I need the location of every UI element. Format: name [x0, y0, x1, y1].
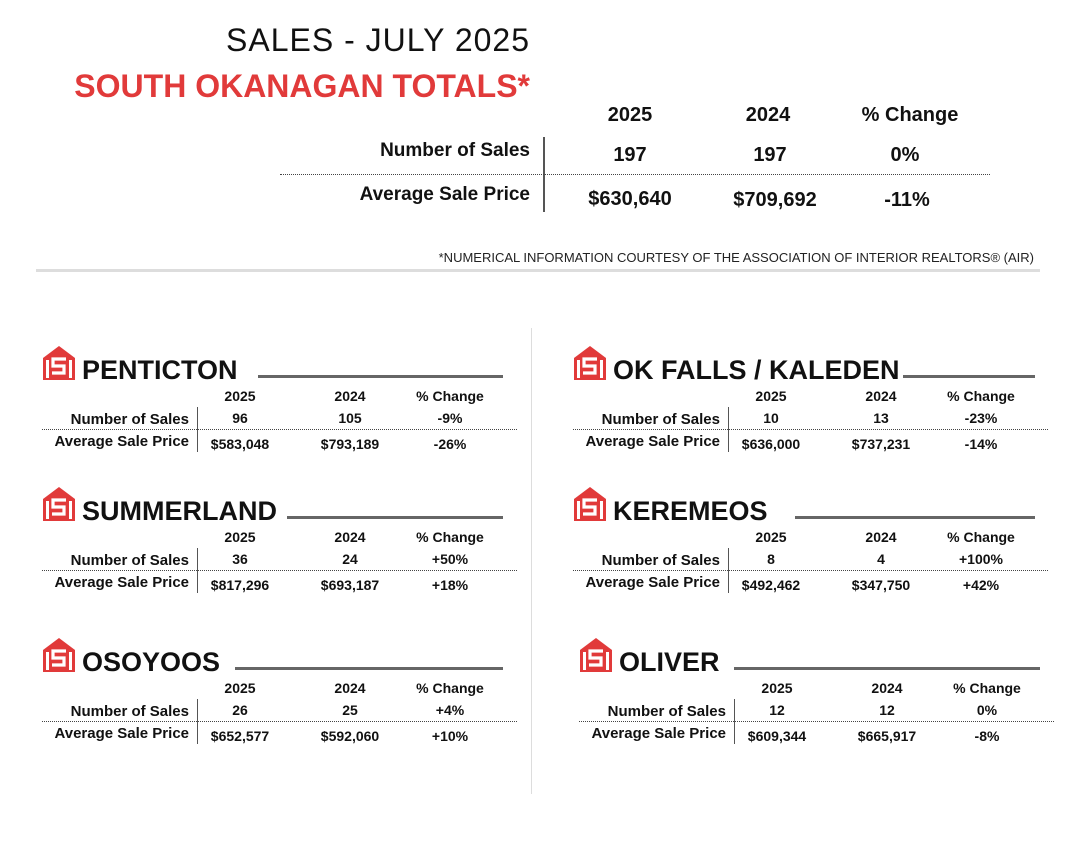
- region-price-2024: $592,060: [320, 728, 380, 744]
- region-price-2025: $817,296: [210, 577, 270, 593]
- region-name: SUMMERLAND: [82, 496, 277, 526]
- region-label-price: Average Sale Price: [54, 574, 189, 591]
- region-price-change: -26%: [433, 436, 467, 452]
- region-sales-2025: 36: [232, 551, 248, 567]
- region-rule: [795, 516, 1035, 519]
- region-header-2024: 2024: [865, 388, 897, 404]
- region-sales-2024: 25: [342, 702, 358, 718]
- summary-row-separator: [280, 174, 990, 175]
- summary-price-2024: $709,692: [733, 189, 817, 211]
- region-row-separator: [579, 721, 1054, 722]
- region-rule: [903, 375, 1035, 378]
- region-label-price: Average Sale Price: [585, 574, 720, 591]
- region-header-change: % Change: [947, 388, 1015, 404]
- summary-sales-change: 0%: [890, 144, 920, 166]
- region-sales-2024: 12: [879, 702, 895, 718]
- region-header-2025: 2025: [224, 529, 256, 545]
- region-price-2024: $737,231: [851, 436, 911, 452]
- region-price-2024: $347,750: [851, 577, 911, 593]
- column-divider: [531, 328, 532, 794]
- region-label-sales: Number of Sales: [601, 411, 720, 428]
- region-label-price: Average Sale Price: [585, 433, 720, 450]
- house-logo-icon: [42, 486, 76, 522]
- region-price-2025: $636,000: [741, 436, 801, 452]
- page-subtitle: SOUTH OKANAGAN TOTALS*: [74, 68, 530, 104]
- region-sales-2025: 10: [763, 410, 779, 426]
- summary-header-change: % Change: [861, 104, 959, 126]
- summary-label-price: Average Sale Price: [359, 184, 530, 205]
- region-name: OSOYOOS: [82, 647, 221, 677]
- region-row-separator: [42, 429, 517, 430]
- region-sales-2024: 105: [338, 410, 362, 426]
- region-label-price: Average Sale Price: [591, 725, 726, 742]
- region-row-separator: [42, 721, 517, 722]
- summary-sales-2025: 197: [613, 144, 647, 166]
- region-sales-change: 0%: [976, 702, 998, 718]
- house-logo-icon: [573, 345, 607, 381]
- region-sales-2024: 24: [342, 551, 358, 567]
- region-sales-change: -23%: [964, 410, 998, 426]
- region-name: PENTICTON: [82, 355, 238, 385]
- region-header-2025: 2025: [755, 388, 787, 404]
- region-row-separator: [573, 429, 1048, 430]
- region-rule: [258, 375, 503, 378]
- region-sales-change: +4%: [435, 702, 465, 718]
- region-header-change: % Change: [953, 680, 1021, 696]
- region-label-price: Average Sale Price: [54, 433, 189, 450]
- region-header-2024: 2024: [865, 529, 897, 545]
- region-header-2024: 2024: [871, 680, 903, 696]
- region-price-change: -8%: [974, 728, 1000, 744]
- summary-header-2024: 2024: [745, 104, 791, 126]
- region-header-change: % Change: [416, 680, 484, 696]
- region-penticton: [42, 345, 522, 460]
- region-price-2024: $793,189: [320, 436, 380, 452]
- region-price-2024: $665,917: [857, 728, 917, 744]
- region-label-sales: Number of Sales: [70, 552, 189, 569]
- region-header-2024: 2024: [334, 388, 366, 404]
- summary-label-sales: Number of Sales: [380, 140, 530, 161]
- region-header-change: % Change: [947, 529, 1015, 545]
- summary-header-2025: 2025: [607, 104, 653, 126]
- region-header-2025: 2025: [755, 529, 787, 545]
- region-price-2025: $492,462: [741, 577, 801, 593]
- region-label-sales: Number of Sales: [601, 552, 720, 569]
- house-logo-icon: [42, 345, 76, 381]
- region-label-sales: Number of Sales: [607, 703, 726, 720]
- region-name: OLIVER: [619, 647, 720, 677]
- region-oliver: [579, 637, 1059, 752]
- region-price-change: +42%: [962, 577, 1000, 593]
- region-rule: [235, 667, 503, 670]
- region-sales-2024: 4: [877, 551, 885, 567]
- region-price-2025: $652,577: [210, 728, 270, 744]
- region-label-sales: Number of Sales: [70, 703, 189, 720]
- region-label-price: Average Sale Price: [54, 725, 189, 742]
- region-ok-falls-kaleden: [573, 345, 1053, 460]
- region-header-2025: 2025: [224, 680, 256, 696]
- region-name: OK FALLS / KALEDEN: [613, 355, 900, 385]
- region-price-2025: $583,048: [210, 436, 270, 452]
- region-sales-change: -9%: [437, 410, 463, 426]
- region-header-change: % Change: [416, 388, 484, 404]
- region-header-2024: 2024: [334, 680, 366, 696]
- region-header-2025: 2025: [224, 388, 256, 404]
- region-row-separator: [573, 570, 1048, 571]
- region-summerland: [42, 486, 522, 601]
- region-header-2024: 2024: [334, 529, 366, 545]
- region-name: KEREMEOS: [613, 496, 768, 526]
- summary-sales-2024: 197: [753, 144, 787, 166]
- house-logo-icon: [573, 486, 607, 522]
- summary-price-change: -11%: [884, 189, 930, 211]
- region-header-2025: 2025: [761, 680, 793, 696]
- region-sales-change: +50%: [431, 551, 469, 567]
- region-price-change: +10%: [431, 728, 469, 744]
- region-sales-2025: 26: [232, 702, 248, 718]
- region-sales-2024: 13: [873, 410, 889, 426]
- region-header-change: % Change: [416, 529, 484, 545]
- region-keremeos: [573, 486, 1053, 601]
- region-price-2024: $693,187: [320, 577, 380, 593]
- courtesy-note: *NUMERICAL INFORMATION COURTESY OF THE ASSOCIATION OF INTERIOR REALTORS® (AIR): [438, 250, 1034, 265]
- region-row-separator: [42, 570, 517, 571]
- region-price-change: -14%: [964, 436, 998, 452]
- region-sales-2025: 96: [232, 410, 248, 426]
- region-rule: [734, 667, 1040, 670]
- region-sales-2025: 12: [769, 702, 785, 718]
- region-price-2025: $609,344: [747, 728, 807, 744]
- house-logo-icon: [579, 637, 613, 673]
- page-title: SALES - JULY 2025: [226, 22, 530, 58]
- region-sales-change: +100%: [959, 551, 1003, 567]
- region-label-sales: Number of Sales: [70, 411, 189, 428]
- summary-price-2025: $630,640: [588, 188, 672, 210]
- house-logo-icon: [42, 637, 76, 673]
- region-osoyoos: [42, 637, 522, 752]
- region-rule: [287, 516, 503, 519]
- region-sales-2025: 8: [767, 551, 775, 567]
- region-price-change: +18%: [431, 577, 469, 593]
- section-divider: [36, 269, 1040, 272]
